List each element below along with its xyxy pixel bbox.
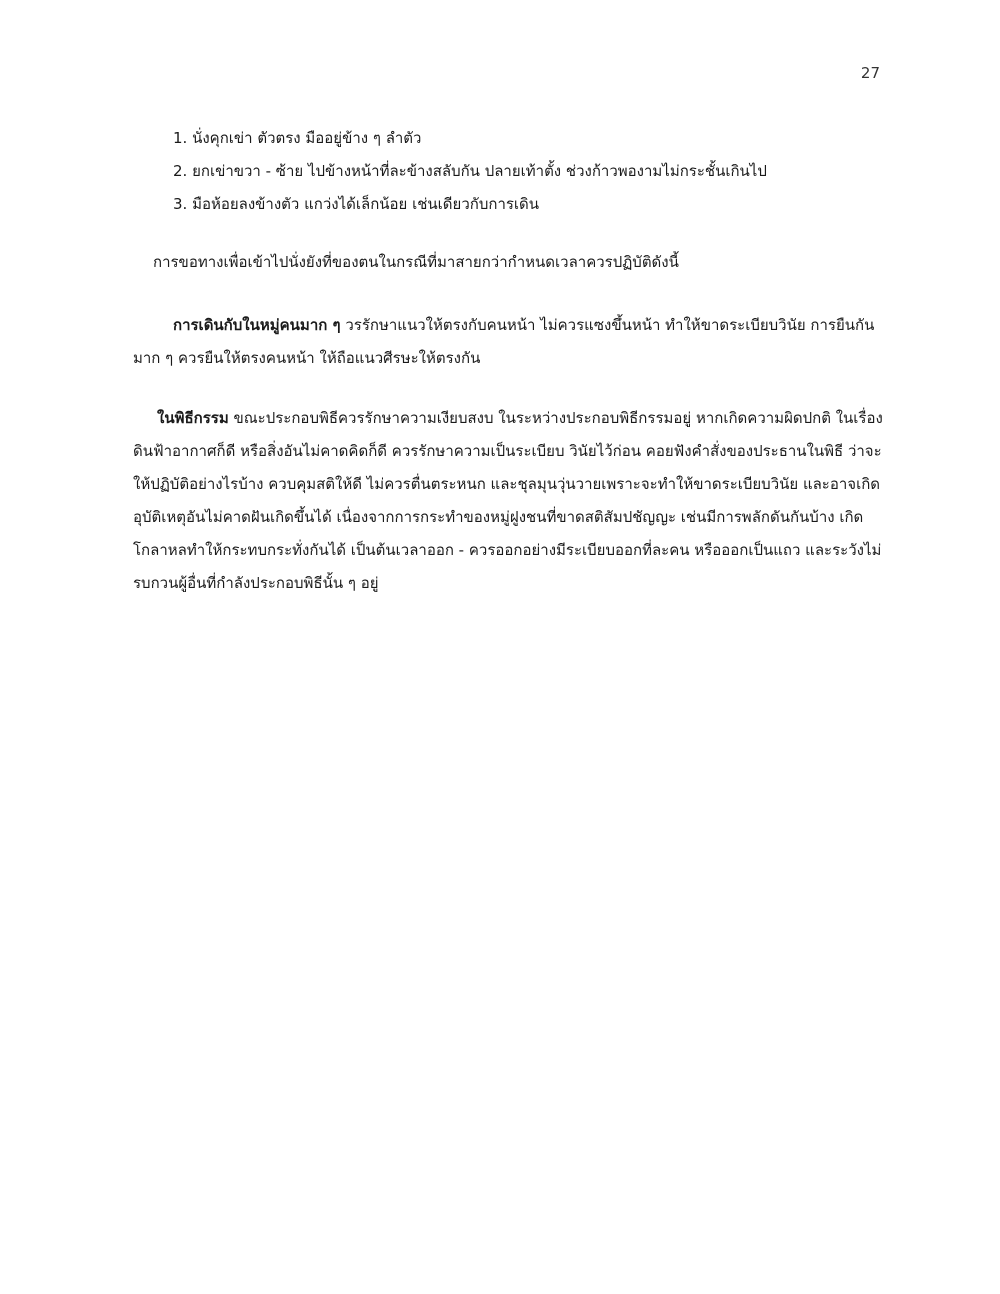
ceremony-paragraph-heading: ในพิธีกรรม bbox=[157, 409, 229, 427]
list-item: 3. มือห้อยลงข้างตัว แกว่งได้เล็กน้อย เช่นเดียวกับการเดิน bbox=[173, 195, 540, 213]
walking-paragraph-body: วรรักษาแนวให้ตรงกับคนหน้า ไม่ควรแซงขึ้นหน้า ทำให้ขาดระเบียบวินัย การยืนกันมาก ๆ ควรยืนให้ตรงคนหน้า ให้ถือแนวศีรษะให้ตรงกัน bbox=[133, 316, 875, 367]
page-number: 27 bbox=[860, 64, 880, 82]
numbered-list bbox=[173, 122, 893, 221]
ceremony-paragraph-body: ขณะประกอบพิธีควรรักษาความเงียบสงบ ในระหว่างประกอบพิธีกรรมอยู่ หากเกิดความผิดปกติ ในเรื่องดินฟ้าอากาศก็ดี หรือสิ่งอันไม่คาดคิดก็ดี ควรรักษาความเป็นระเบียบ วินัยไว้ก่อน คอยฟังคำสั่งของประธานในพิธี ว่าจะให้ปฏิบัติอย่างไรบ้าง ควบคุมสติให้ดี ไม่ควรตื่นตระหนก และชุลมุนวุ่นวายเพราะจะทำให้ขาดระเบียบวินัย และอาจเกิดอุบัติเหตุอันไม่คาดฝันเกิดขึ้นได้ เนื่องจากการกระทำของหมู่ฝูงชนที่ขาดสติสัมปชัญญะ เช่นมีการพลักดันกันบ้าง เกิดโกลาหลทำให้กระทบกระทั่งกันได้ เป็นต้นเวลาออก - ควรออกอย่างมีระเบียบออกที่ละคน หรือออกเป็นแถว และระวังไม่รบกวนผู้อื่นที่กำลังประกอบพิธีนั้น ๆ อยู่ bbox=[133, 409, 883, 592]
list-item: 2. ยกเข่าขวา - ซ้าย ไปข้างหน้าที่ละข้างสลับกัน ปลายเท้าตั้ง ช่วงก้าวพองามไม่กระชั้นเกินไป bbox=[173, 162, 767, 180]
intro-paragraph: การขอทางเพื่อเข้าไปนั่งยังที่ของตนในกรณีที่มาสายกว่ากำหนดเวลาควรปฏิบัติดังนี้ bbox=[153, 253, 679, 271]
list-item: 1. นั่งคุกเข่า ตัวตรง มืออยู่ข้าง ๆ ลำตัว bbox=[173, 129, 422, 147]
ceremony-paragraph bbox=[133, 402, 885, 600]
walking-paragraph bbox=[133, 309, 885, 375]
walking-paragraph-heading: การเดินกับในหมู่คนมาก ๆ bbox=[173, 316, 341, 334]
